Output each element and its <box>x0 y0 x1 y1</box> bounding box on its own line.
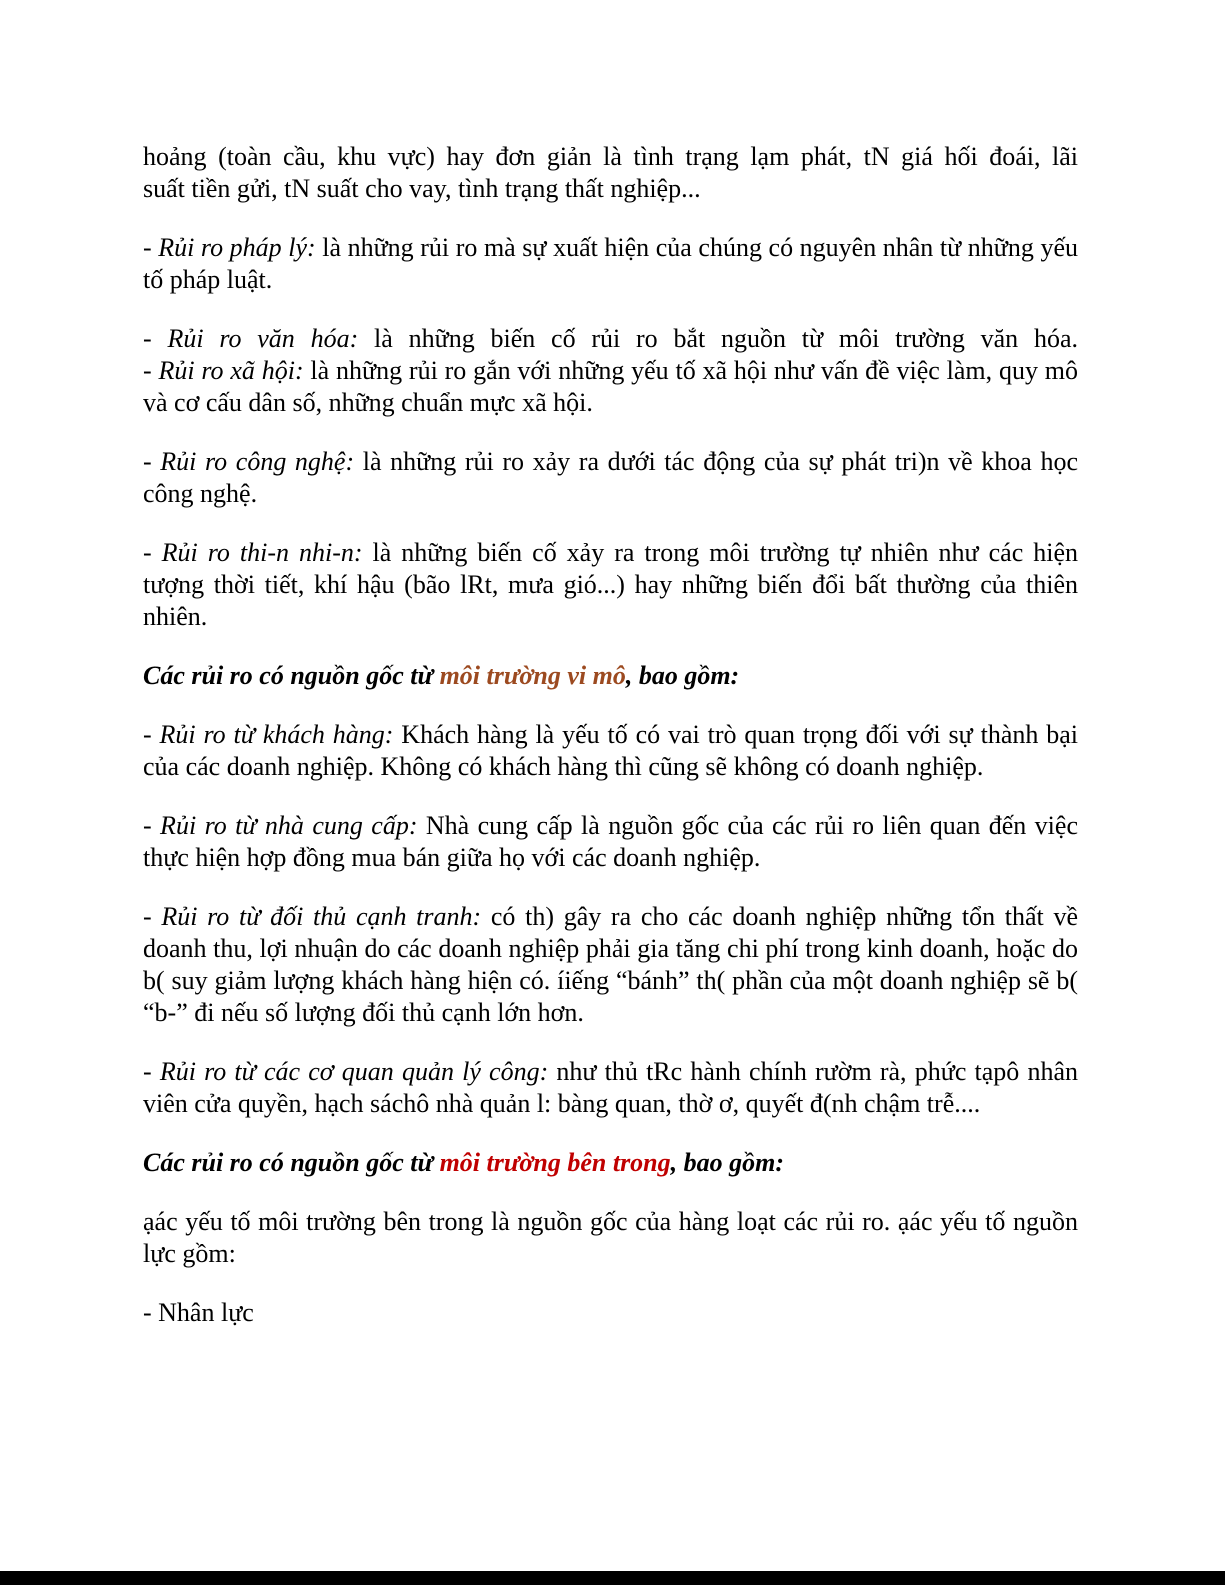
paragraph-competitor-risk <box>143 901 1078 1029</box>
paragraph-public-agency-risk <box>143 1056 1078 1120</box>
heading-text: , bao gồm: <box>670 1148 785 1177</box>
term-description: như thủ tRc hành chính rườm rà, phức tạpô nhân viên cửa quyền, hạch sáchô nhà quản l: bàng quan, thờ ơ, quyết đ(nh chậm trễ.... <box>143 1057 1078 1118</box>
spacer <box>143 1179 1078 1206</box>
spacer <box>143 692 1078 719</box>
paragraph-cultural-risk <box>143 323 1078 355</box>
spacer <box>143 874 1078 901</box>
spacer <box>143 1270 1078 1297</box>
paragraph-line: hoảng (toàn cầu, khu vực) hay đơn giản là tình trạng lạm phát, tN giá hối đoái, lãi <box>143 142 1078 171</box>
term-label: - Rủi ro từ các cơ quan quản lý công: <box>143 1057 549 1086</box>
paragraph-supplier-risk <box>143 810 1078 874</box>
paragraph-legal-risk <box>143 232 1078 296</box>
paragraph-technology-risk <box>143 446 1078 510</box>
document-page <box>143 141 1078 1329</box>
term-label: - Rủi ro văn hóa: <box>143 324 359 353</box>
paragraph-customer-risk <box>143 719 1078 783</box>
paragraph-line: suất tiền gửi, tN suất cho vay, tình trạng thất nghiệp... <box>143 174 701 203</box>
term-description: có th) gây ra cho các doanh nghiệp những tổn thất về doanh thu, lợi nhuận do các doanh nghiệp phải gia tăng chi phí trong kinh doanh, hoặc do b( suy giảm lượng khách hàng hiện có. íiếng “bánh” th( phần của một doanh nghiệp sẽ b( “b-” đi nếu số lượng đối thủ cạnh lớn hơn. <box>143 902 1079 1027</box>
page-bottom-border <box>0 1571 1225 1585</box>
paragraph-internal-factors <box>143 1206 1078 1270</box>
section-heading-internal-environment <box>143 1147 1078 1179</box>
term-description: là những biến cố rủi ro bắt nguồn từ môi trường văn hóa. <box>358 324 1078 353</box>
term-description: là những rủi ro xảy ra dưới tác động của sự phát tri)n về khoa học công nghệ. <box>143 447 1078 508</box>
term-description: Nhà cung cấp là nguồn gốc của các rủi ro liên quan đến việc thực hiện hợp đồng mua bán giữa họ với các doanh nghiệp. <box>143 811 1078 872</box>
heading-text: Các rủi ro có nguồn gốc từ <box>143 661 440 690</box>
term-label: - Rủi ro xã hội: <box>143 356 304 385</box>
term-label: - Rủi ro từ nhà cung cấp: <box>143 811 418 840</box>
spacer <box>143 1120 1078 1147</box>
list-item-text: - Nhân lực <box>143 1298 254 1327</box>
spacer <box>143 419 1078 446</box>
paragraph-text: ạác yếu tố môi trường bên trong là nguồn gốc của hàng loạt các rủi ro. ạác yếu tố nguồn lực gồm: <box>143 1207 1078 1268</box>
heading-highlight: môi trường vi mô <box>439 661 626 690</box>
paragraph-natural-risk <box>143 537 1078 633</box>
term-label: - Rủi ro từ khách hàng: <box>143 720 394 749</box>
term-label: - Rủi ro pháp lý: <box>143 233 316 262</box>
spacer <box>143 633 1078 660</box>
heading-text: Các rủi ro có nguồn gốc từ <box>143 1148 440 1177</box>
term-label: - Rủi ro công nghệ: <box>143 447 355 476</box>
spacer <box>143 1029 1078 1056</box>
spacer <box>143 296 1078 323</box>
list-item-human-resources <box>143 1297 1078 1329</box>
term-description: là những rủi ro mà sự xuất hiện của chúng có nguyên nhân từ những yếu tố pháp luật. <box>143 233 1078 294</box>
spacer <box>143 205 1078 232</box>
spacer <box>143 783 1078 810</box>
term-label: - Rủi ro từ đối thủ cạnh tranh: <box>143 902 482 931</box>
paragraph-economic-risk-continuation <box>143 141 1078 205</box>
spacer <box>143 510 1078 537</box>
term-description: Khách hàng là yếu tố có vai trò quan trọng đối với sự thành bại của các doanh nghiệp. Không có khách hàng thì cũng sẽ không có doanh nghiệp. <box>143 720 1079 781</box>
section-heading-micro-environment <box>143 660 1078 692</box>
heading-text: , bao gồm: <box>625 661 740 690</box>
term-label: - Rủi ro thi-n nhi-n: <box>143 538 363 567</box>
term-description: là những rủi ro gắn với những yếu tố xã hội như vấn đề việc làm, quy mô và cơ cấu dân số, những chuẩn mực xã hội. <box>143 356 1078 417</box>
term-description: là những biến cố xảy ra trong môi trường tự nhiên như các hiện tượng thời tiết, khí hậu (bão lRt, mưa gió...) hay những biến đổi bất thường của thiên nhiên. <box>143 538 1078 631</box>
paragraph-social-risk <box>143 355 1078 419</box>
heading-highlight: môi trường bên trong <box>439 1148 671 1177</box>
